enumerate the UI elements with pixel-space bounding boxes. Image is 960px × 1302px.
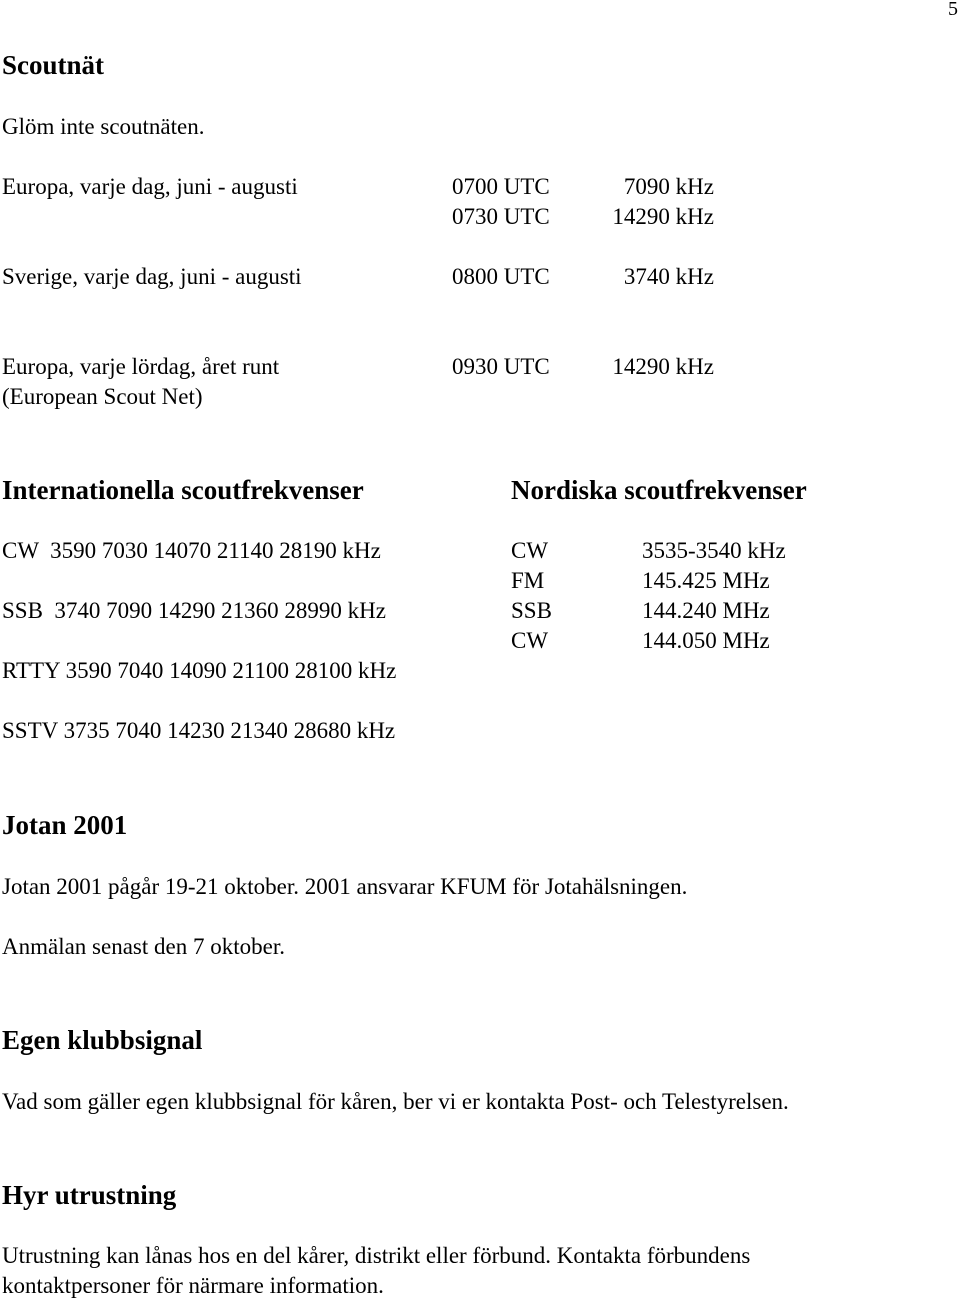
section-heading-international: Internationella scoutfrekvenser <box>2 475 364 505</box>
schedule-frequency: 14290 kHz <box>612 354 714 379</box>
schedule-frequency: 7090 kHz <box>623 174 714 199</box>
section-heading-nordic: Nordiska scoutfrekvenser <box>511 475 807 505</box>
intro-text: Glöm inte scoutnäten. <box>2 114 205 139</box>
nordic-mode: CW <box>511 628 549 653</box>
nordic-mode: CW <box>511 538 549 563</box>
utrustning-text: kontaktpersoner för närmare information. <box>2 1273 384 1298</box>
international-frequency-line: RTTY 3590 7040 14090 21100 28100 kHz <box>2 658 397 683</box>
utrustning-text: Utrustning kan lånas hos en del kårer, distrikt eller förbund. Kontakta förbundens <box>2 1243 751 1268</box>
jotan-text: Jotan 2001 pågår 19-21 oktober. 2001 ansvarar KFUM för Jotahälsningen. <box>2 874 688 899</box>
schedule-label: Europa, varje lördag, året runt <box>2 354 280 379</box>
schedule-label: Europa, varje dag, juni - augusti <box>2 174 298 199</box>
schedule-frequency: 14290 kHz <box>612 204 714 229</box>
nordic-frequency: 145.425 MHz <box>642 568 770 593</box>
schedule-label: (European Scout Net) <box>2 384 203 409</box>
nordic-frequency: 144.050 MHz <box>642 628 770 653</box>
international-frequency-line: SSTV 3735 7040 14230 21340 28680 kHz <box>2 718 396 743</box>
nordic-mode: SSB <box>511 598 552 623</box>
international-frequency-line: SSB 3740 7090 14290 21360 28990 kHz <box>2 598 386 623</box>
schedule-label: Sverige, varje dag, juni - augusti <box>2 264 302 289</box>
page-number: 5 <box>948 0 958 20</box>
klubbsignal-text: Vad som gäller egen klubbsignal för kåren, ber vi er kontakta Post- och Telestyrelsen. <box>2 1089 789 1114</box>
international-frequency-line: CW 3590 7030 14070 21140 28190 kHz <box>2 538 381 563</box>
jotan-text: Anmälan senast den 7 oktober. <box>2 934 285 959</box>
nordic-frequency: 144.240 MHz <box>642 598 770 623</box>
section-heading-scoutnat: Scoutnät <box>2 50 105 80</box>
section-heading-utrustning: Hyr utrustning <box>2 1180 177 1210</box>
section-heading-klubbsignal: Egen klubbsignal <box>2 1025 203 1055</box>
schedule-time: 0700 UTC <box>452 174 550 199</box>
nordic-mode: FM <box>511 568 545 593</box>
schedule-time: 0800 UTC <box>452 264 550 289</box>
schedule-frequency: 3740 kHz <box>623 264 714 289</box>
nordic-frequency: 3535-3540 kHz <box>642 538 786 563</box>
schedule-time: 0930 UTC <box>452 354 550 379</box>
schedule-time: 0730 UTC <box>452 204 550 229</box>
section-heading-jotan: Jotan 2001 <box>2 810 128 840</box>
